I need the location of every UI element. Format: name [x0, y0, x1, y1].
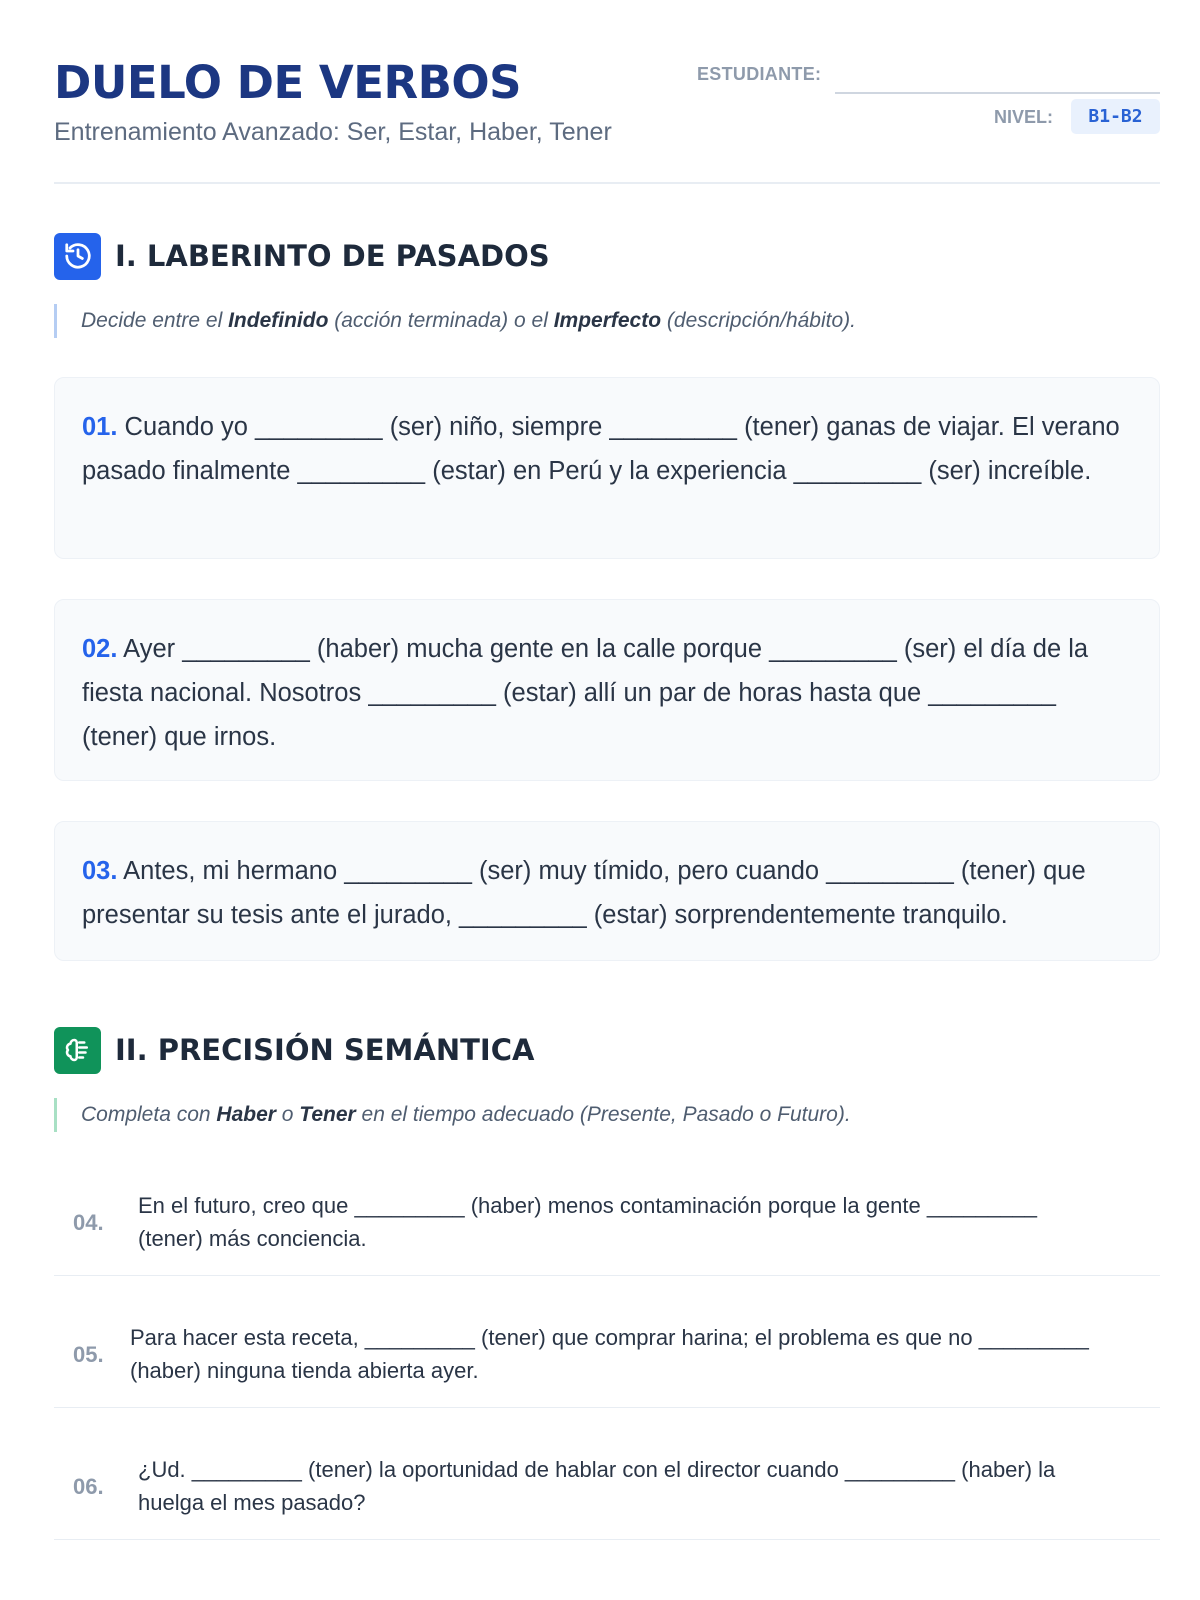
instruction-keyword: Haber: [216, 1103, 276, 1126]
section-1-heading: [54, 232, 550, 280]
list-item: [54, 1175, 1160, 1276]
exercise-text[interactable]: Antes, mi hermano _________ (ser) muy tímido, pero cuando _________ (tener) que presentar su tesis ante el jurado, _________ (estar) sorprendentemente tranquilo.: [82, 857, 1086, 929]
exercise-number: 03.: [82, 857, 118, 885]
level-label: NIVEL:: [994, 107, 1054, 127]
exercise-card: [54, 821, 1160, 961]
worksheet-header: [54, 0, 1160, 184]
instruction-text: (acción terminada) o el: [328, 309, 554, 332]
exercise-text[interactable]: Ayer _________ (haber) mucha gente en la calle porque _________ (ser) el día de la fiesta nacional. Nosotros _________ (estar) allí un par de horas hasta que _________ (tener) que irnos.: [82, 635, 1089, 751]
exercise-card: [54, 599, 1160, 781]
section-1-title: I. LABERINTO DE PASADOS: [115, 239, 550, 273]
exercise-text[interactable]: Cuando yo _________ (ser) niño, siempre _________ (tener) ganas de viajar. El verano pasado finalmente _________ (estar) en Perú y la experiencia _________ (ser) increíble.: [82, 413, 1120, 485]
page-subtitle: Entrenamiento Avanzado: Ser, Estar, Haber, Tener: [54, 118, 612, 146]
list-item: [54, 1307, 1160, 1408]
worksheet-page: [54, 0, 1160, 1515]
level-badge: B1-B2: [1071, 99, 1160, 134]
exercise-text[interactable]: ¿Ud. _________ (tener) la oportunidad de hablar con el director cuando _________ (haber) la huelga el mes pasado?: [138, 1457, 1056, 1515]
student-label: ESTUDIANTE:: [697, 64, 822, 84]
instruction-keyword: Indefinido: [228, 309, 329, 332]
exercise-text[interactable]: En el futuro, creo que _________ (haber) menos contaminación porque la gente _________ (tener) más conciencia.: [138, 1193, 1037, 1251]
student-name-line[interactable]: [835, 92, 1160, 94]
section-1-instruction: [54, 304, 856, 338]
instruction-keyword: Imperfecto: [553, 309, 662, 332]
list-item: [54, 1439, 1160, 1540]
instruction-text: (descripción/hábito).: [661, 309, 856, 332]
section-2-title: II. PRECISIÓN SEMÁNTICA: [115, 1033, 535, 1067]
exercise-number: 02.: [82, 635, 118, 663]
section-2-heading: [54, 1026, 534, 1074]
exercise-text[interactable]: Para hacer esta receta, _________ (tener) que comprar harina; el problema es que no _________ (haber) ninguna tienda abierta ayer.: [130, 1325, 1089, 1383]
instruction-text: Decide entre el: [81, 309, 229, 332]
exercise-number: 05.: [73, 1342, 104, 1367]
exercise-number: 01.: [82, 413, 118, 441]
exercise-card: [54, 377, 1160, 559]
exercise-number: 04.: [73, 1210, 104, 1235]
history-icon: [54, 233, 101, 280]
instruction-text: Completa con: [81, 1103, 217, 1126]
page-title: DUELO DE VERBOS: [54, 56, 522, 109]
exercise-number: 06.: [73, 1474, 104, 1499]
instruction-text: o: [275, 1103, 300, 1126]
instruction-keyword: Tener: [299, 1103, 356, 1126]
section-2-instruction: [54, 1098, 851, 1132]
instruction-text: en el tiempo adecuado (Presente, Pasado o Futuro).: [355, 1103, 851, 1126]
brain-icon: [54, 1027, 101, 1074]
